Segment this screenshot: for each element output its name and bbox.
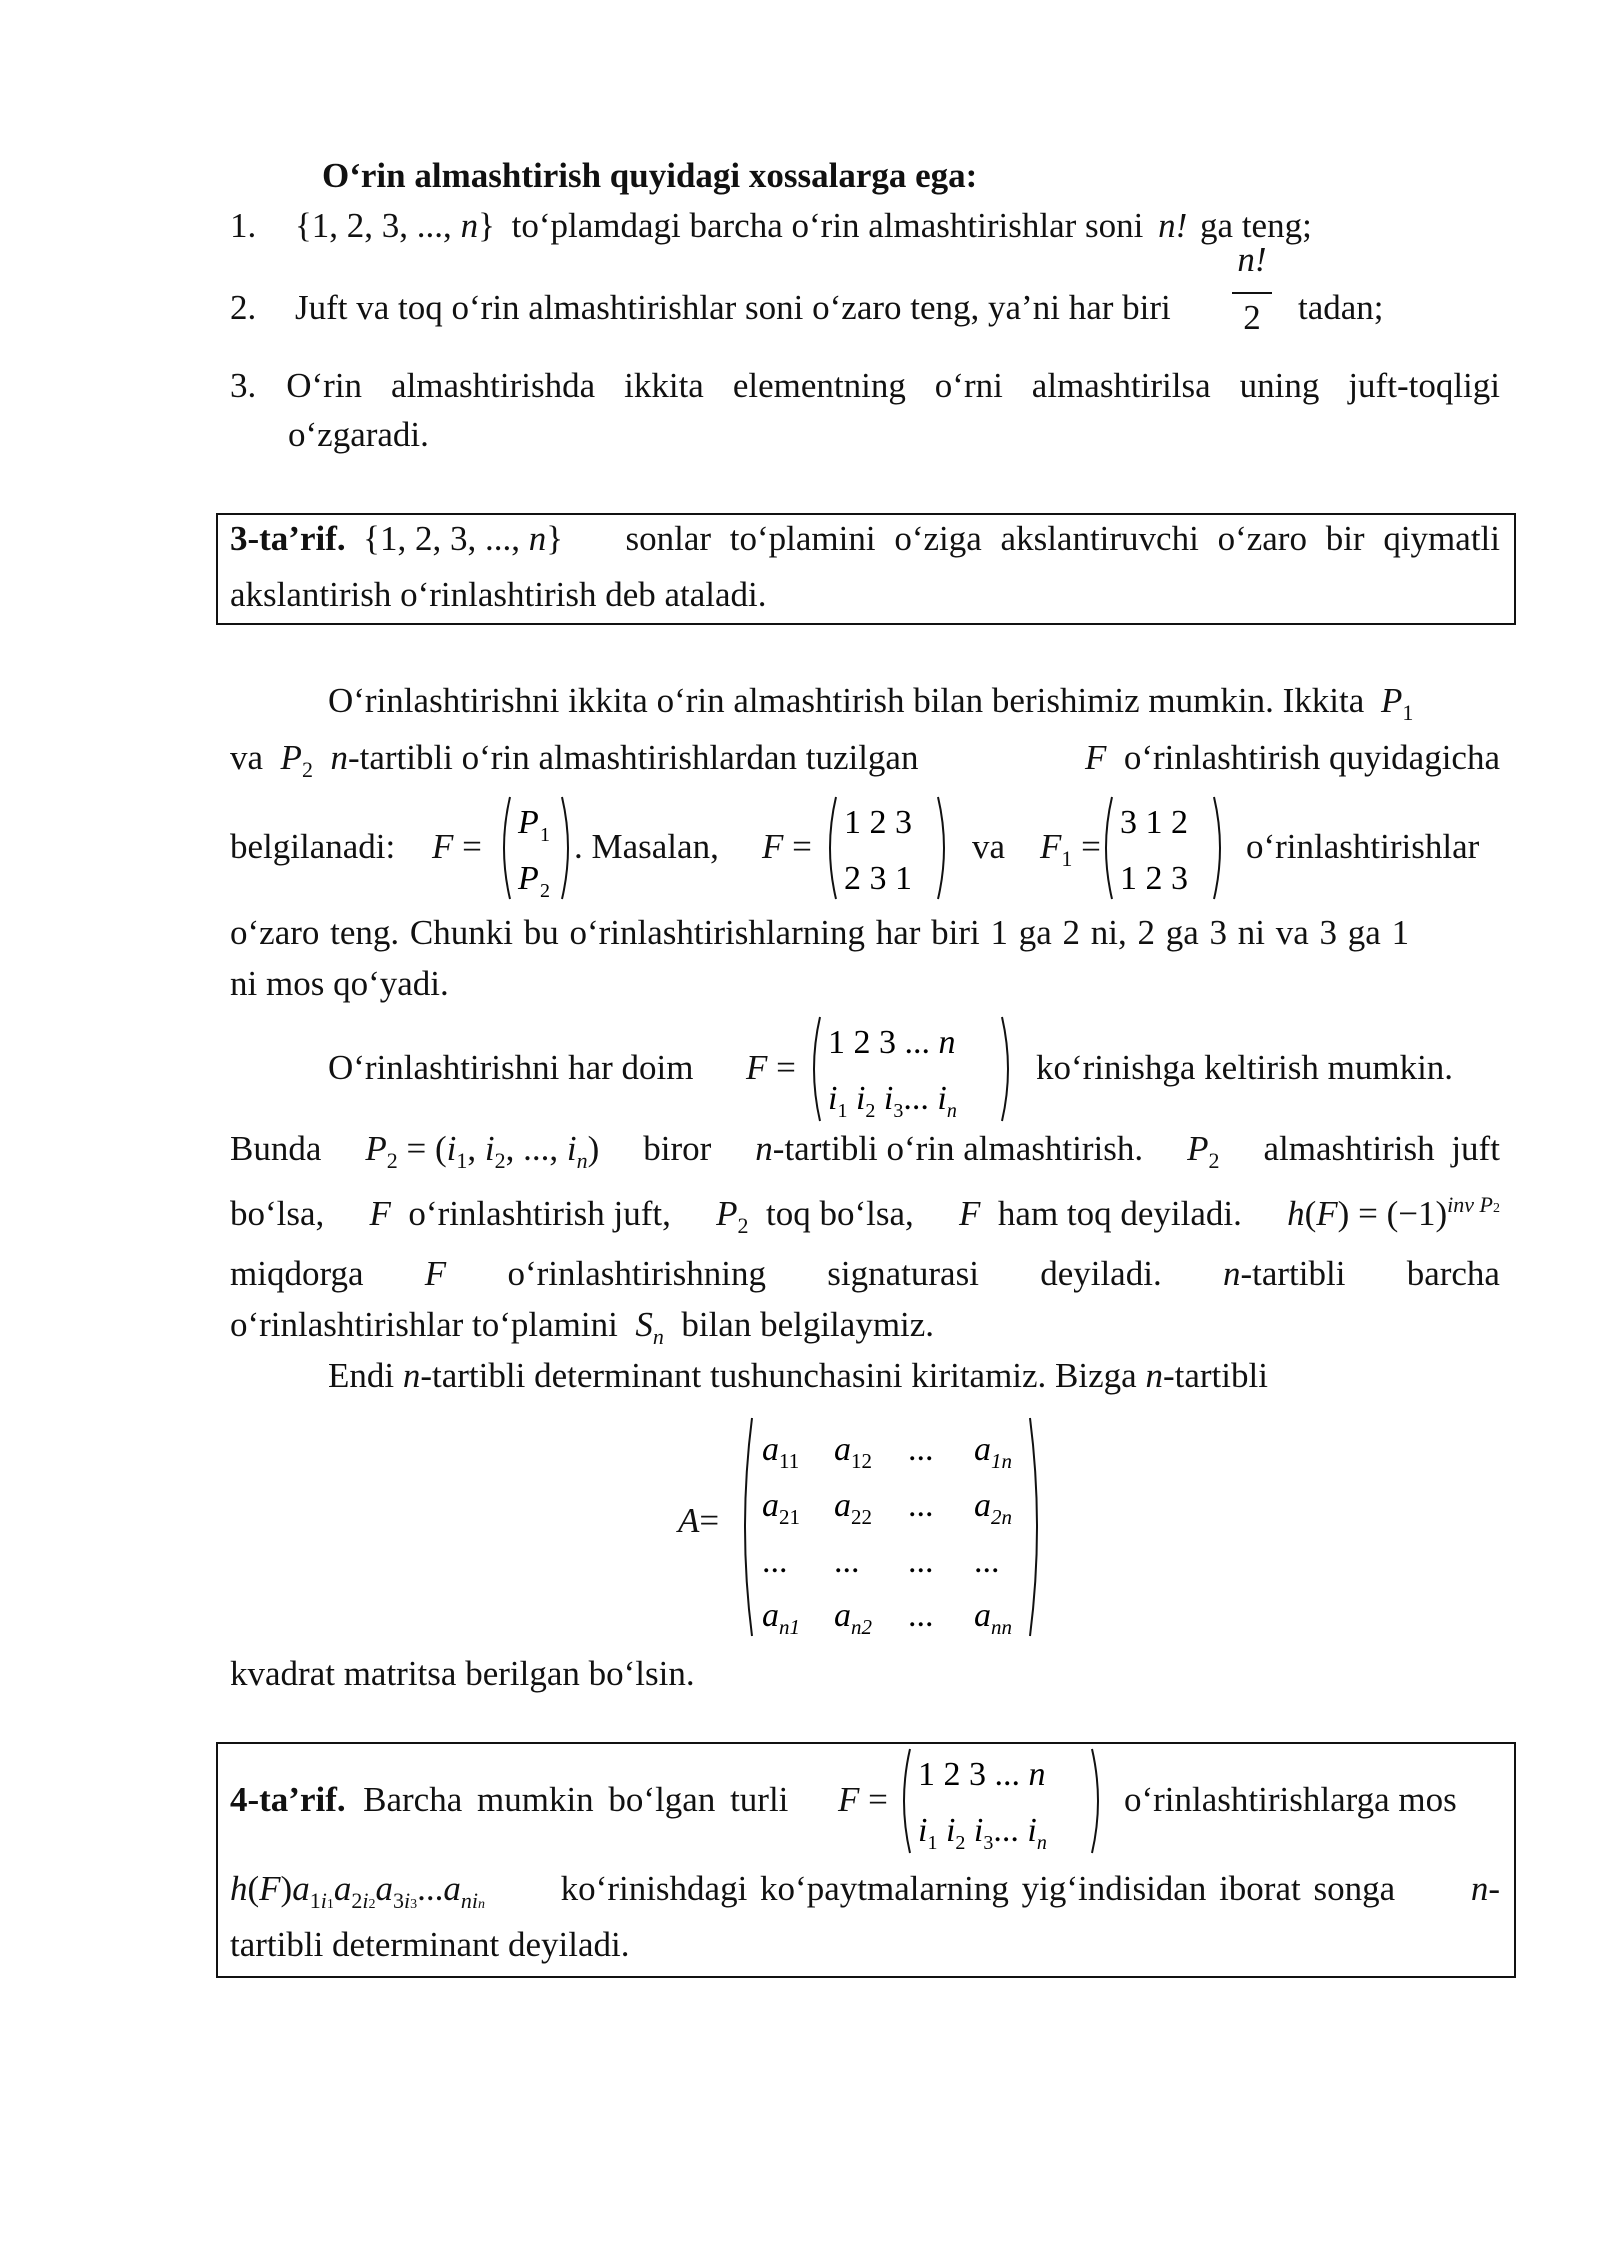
text-fragment: miqdorga bbox=[230, 1254, 364, 1293]
property-text: to‘plamdagi barcha o‘rin almashtirishlar soni bbox=[511, 206, 1144, 245]
text-fragment: Bunda bbox=[230, 1129, 322, 1168]
property-text: O‘rin almashtirishda ikkita elementning o‘rni almashtirilsa uning juft-toqligi bbox=[286, 366, 1500, 405]
matrix-cell: $a_{1n}$ bbox=[974, 1431, 1012, 1473]
text-fragment: Endi bbox=[328, 1356, 395, 1395]
definition-text: sonlar to‘plamini o‘ziga akslantiruvchi o‘zaro bir qiymatli bbox=[625, 519, 1500, 558]
fraction-numerator: n! bbox=[1237, 240, 1267, 279]
svg-text:i1 i2 i3... in: $i_1$ $i_2$ $i_3$... $i_n$ bbox=[918, 1812, 1047, 1854]
para-line-3-va: va bbox=[972, 827, 1006, 866]
definition-label: 3-ta’rif. bbox=[230, 519, 346, 558]
property-tail: ga teng; bbox=[1200, 206, 1312, 245]
para-line-2: va $P_2$ n-tartibli o‘rin almashtirishlardan tuzilgan F o‘rinlashtirish quyidagicha bbox=[230, 738, 1500, 782]
symbol-P1: $P_1$ bbox=[1380, 681, 1414, 725]
text-fragment: o‘rinlashtirish quyidagicha bbox=[1123, 738, 1500, 777]
property-text-continued: o‘zgaradi. bbox=[288, 415, 429, 454]
symbol-F: F = bbox=[746, 1048, 796, 1087]
para-line-1 bbox=[328, 680, 1414, 725]
text-fragment: bilan belgilaymiz. bbox=[681, 1305, 935, 1344]
set-expression: {1, 2, 3, ..., n} bbox=[363, 519, 564, 558]
text-fragment: va bbox=[230, 738, 264, 777]
math-P2-def: $P_2 = (i_1$, $i_2$, ..., $i_n$) bbox=[365, 1129, 600, 1173]
definition-4-line-3: tartibli determinant deyiladi. bbox=[230, 1925, 630, 1964]
text-fragment: deyiladi. bbox=[1040, 1254, 1162, 1293]
definition-4-line-2: $h(F)a_{1i1}a_{2i2}a_{3i3}...a_{nin}$ ko‘rinishdagi ko‘paytmalarning yig‘indisidan iborat songa n- bbox=[230, 1869, 1500, 1913]
text-fragment: o‘rinlashtirish juft, bbox=[408, 1194, 671, 1233]
permutation-top-row: 3 1 2 bbox=[1120, 804, 1188, 841]
symbol-F1: $F_1$ = bbox=[1040, 827, 1101, 871]
fraction-bar bbox=[1232, 292, 1272, 294]
matrix-cell: $a_{11}$ bbox=[762, 1431, 800, 1473]
para-line-3-tail: o‘rinlashtirishlar bbox=[1246, 827, 1480, 866]
matrix-cell: $a_{n2}$ bbox=[834, 1597, 872, 1639]
para-line-3-masalan: . Masalan, bbox=[574, 827, 719, 866]
math-n-factorial: n! bbox=[1158, 206, 1188, 245]
text-fragment: -tartibli o‘rin almashtirishlardan tuzilgan bbox=[347, 738, 919, 777]
permutation-example-1 bbox=[822, 793, 952, 903]
property-text: Juft va toq o‘rin almashtirishlar soni o‘zaro teng, ya’ni har biri bbox=[295, 288, 1171, 327]
text-fragment: -tartibli determinant tushunchasini kiritamiz. Bizga bbox=[420, 1356, 1137, 1395]
text-fragment: - bbox=[1488, 1869, 1500, 1908]
text-fragment: signaturasi bbox=[827, 1254, 979, 1293]
symbol-F: F = bbox=[762, 827, 812, 866]
svg-text:1 2 3 ... n: 1 2 3 ... n bbox=[828, 1024, 956, 1061]
permutation-bottom-row: 2 3 1 bbox=[844, 860, 912, 897]
permutation-top-row: 1 2 3 bbox=[844, 804, 912, 841]
symbol-F: F = bbox=[432, 827, 482, 866]
svg-text:1: 1 bbox=[540, 824, 550, 846]
definition-3-line-1 bbox=[230, 518, 1500, 560]
matrix-cell: $a_{22}$ bbox=[834, 1487, 872, 1529]
para-line-4 bbox=[230, 912, 1500, 954]
section-heading: O‘rin almashtirish quyidagi xossalarga ega: bbox=[322, 156, 978, 195]
matrix-label-A: A= bbox=[678, 1501, 720, 1540]
paragraph-text: O‘rinlashtirishni ikkita o‘rin almashtirish bilan berishimiz mumkin. Ikkita bbox=[328, 681, 1365, 720]
math-product: $h(F)a_{1i1}a_{2i2}a_{3i3}...a_{nin}$ bbox=[230, 1869, 485, 1913]
paragraph-text: o‘zaro teng. Chunki bu o‘rinlashtirishlarning har biri 1 ga 2 ni, 2 ga 3 ni va 3 ga 1 bbox=[230, 913, 1410, 952]
para-line-7: Bunda $P_2 = (i_1$, $i_2$, ..., $i_n$) biror n-tartibli o‘rin almashtirish. $P_2$ almashtirish juft bbox=[230, 1129, 1500, 1173]
text-fragment: o‘rinlashtirishning bbox=[507, 1254, 767, 1293]
math-signature: $h(F) = (-1)^{inv P2}$ bbox=[1287, 1192, 1500, 1233]
permutation-general bbox=[806, 1013, 1016, 1125]
text-fragment: toq bo‘lsa, bbox=[766, 1194, 914, 1233]
svg-text:i1 i2 i3... in: $i_1$ $i_2$ $i_3$... $i_n$ bbox=[828, 1080, 957, 1122]
matrix-A bbox=[736, 1412, 1046, 1642]
definition-text: ko‘rinishdagi ko‘paytmalarning yig‘indisidan iborat songa bbox=[560, 1869, 1396, 1908]
list-number: 1. bbox=[230, 206, 257, 245]
matrix-cell: ... bbox=[908, 1431, 934, 1468]
property-1 bbox=[230, 205, 1312, 247]
text-fragment: -tartibli bbox=[1240, 1254, 1346, 1293]
matrix-cell: ... bbox=[908, 1543, 934, 1580]
fraction-n-factorial-over-2 bbox=[1232, 232, 1272, 358]
set-expression: {1, 2, 3, ..., n} bbox=[295, 206, 495, 245]
definition-text: o‘rinlashtirishlarga mos bbox=[1124, 1780, 1457, 1819]
matrix-cell: ... bbox=[834, 1543, 860, 1580]
definition-text: Barcha mumkin bo‘lgan turli bbox=[363, 1780, 789, 1819]
matrix-cell: $a_{nn}$ bbox=[974, 1597, 1012, 1639]
property-2 bbox=[230, 287, 1171, 329]
matrix-cell: ... bbox=[974, 1543, 1000, 1580]
matrix-cell: $a_{2n}$ bbox=[974, 1487, 1012, 1529]
text-fragment: almashtirish juft bbox=[1263, 1129, 1500, 1168]
para-line-11: Endi n-tartibli determinant tushunchasini kiritamiz. Bizga n-tartibli bbox=[328, 1356, 1268, 1395]
symbol-F: F = bbox=[838, 1780, 888, 1819]
permutation-general bbox=[896, 1745, 1106, 1857]
para-line-3-label: belgilanadi: bbox=[230, 827, 396, 866]
text-fragment: ham toq deyiladi. bbox=[997, 1194, 1242, 1233]
definition-label: 4-ta’rif. bbox=[230, 1780, 346, 1819]
permutation-P1-P2 bbox=[496, 793, 576, 903]
property-tail: tadan; bbox=[1298, 288, 1384, 327]
para-line-5: ni mos qo‘yadi. bbox=[230, 964, 449, 1003]
para-line-6: O‘rinlashtirishni har doim bbox=[328, 1048, 694, 1087]
list-number: 2. bbox=[230, 288, 257, 327]
matrix-cell: ... bbox=[762, 1543, 788, 1580]
definition-3-line-2: akslantirish o‘rinlashtirish deb ataladi. bbox=[230, 575, 767, 614]
text-fragment: bo‘lsa, bbox=[230, 1194, 325, 1233]
list-number: 3. bbox=[230, 366, 257, 405]
svg-text:1 2 3 ... n: 1 2 3 ... n bbox=[918, 1756, 1046, 1793]
matrix-cell: $a_{n1}$ bbox=[762, 1597, 800, 1639]
text-fragment: biror bbox=[643, 1129, 712, 1168]
permutation-example-2 bbox=[1098, 793, 1228, 903]
para-line-6-tail: ko‘rinishga keltirish mumkin. bbox=[1036, 1048, 1454, 1087]
matrix-cell: $a_{12}$ bbox=[834, 1431, 872, 1473]
text-fragment: barcha bbox=[1406, 1254, 1500, 1293]
para-line-8: bo‘lsa, F o‘rinlashtirish juft, $P_2$ toq bo‘lsa, F ham toq deyiladi. $h(F) = (-1)^{inv P2}$ bbox=[230, 1192, 1500, 1238]
property-3 bbox=[230, 365, 1500, 407]
matrix-cell: ... bbox=[908, 1597, 934, 1634]
svg-text:2: 2 bbox=[540, 880, 550, 902]
svg-text:P: P bbox=[518, 860, 539, 897]
matrix-cell: ... bbox=[908, 1487, 934, 1524]
text-fragment: -tartibli o‘rin almashtirish. bbox=[772, 1129, 1144, 1168]
para-line-10: o‘rinlashtirishlar to‘plamini $S_n$ bilan belgilaymiz. bbox=[230, 1305, 935, 1349]
matrix-cell: $a_{21}$ bbox=[762, 1487, 800, 1529]
svg-text:P: P bbox=[518, 804, 539, 841]
para-line-9: miqdorga F o‘rinlashtirishning signaturasi deyiladi. n-tartibli barcha bbox=[230, 1254, 1500, 1293]
definition-4-line-1 bbox=[230, 1779, 788, 1821]
para-line-12: kvadrat matritsa berilgan bo‘lsin. bbox=[230, 1654, 695, 1693]
text-fragment: -tartibli bbox=[1162, 1356, 1268, 1395]
text-fragment: o‘rinlashtirishlar to‘plamini bbox=[230, 1305, 618, 1344]
fraction-denominator: 2 bbox=[1243, 298, 1261, 337]
permutation-bottom-row: 1 2 3 bbox=[1120, 860, 1188, 897]
